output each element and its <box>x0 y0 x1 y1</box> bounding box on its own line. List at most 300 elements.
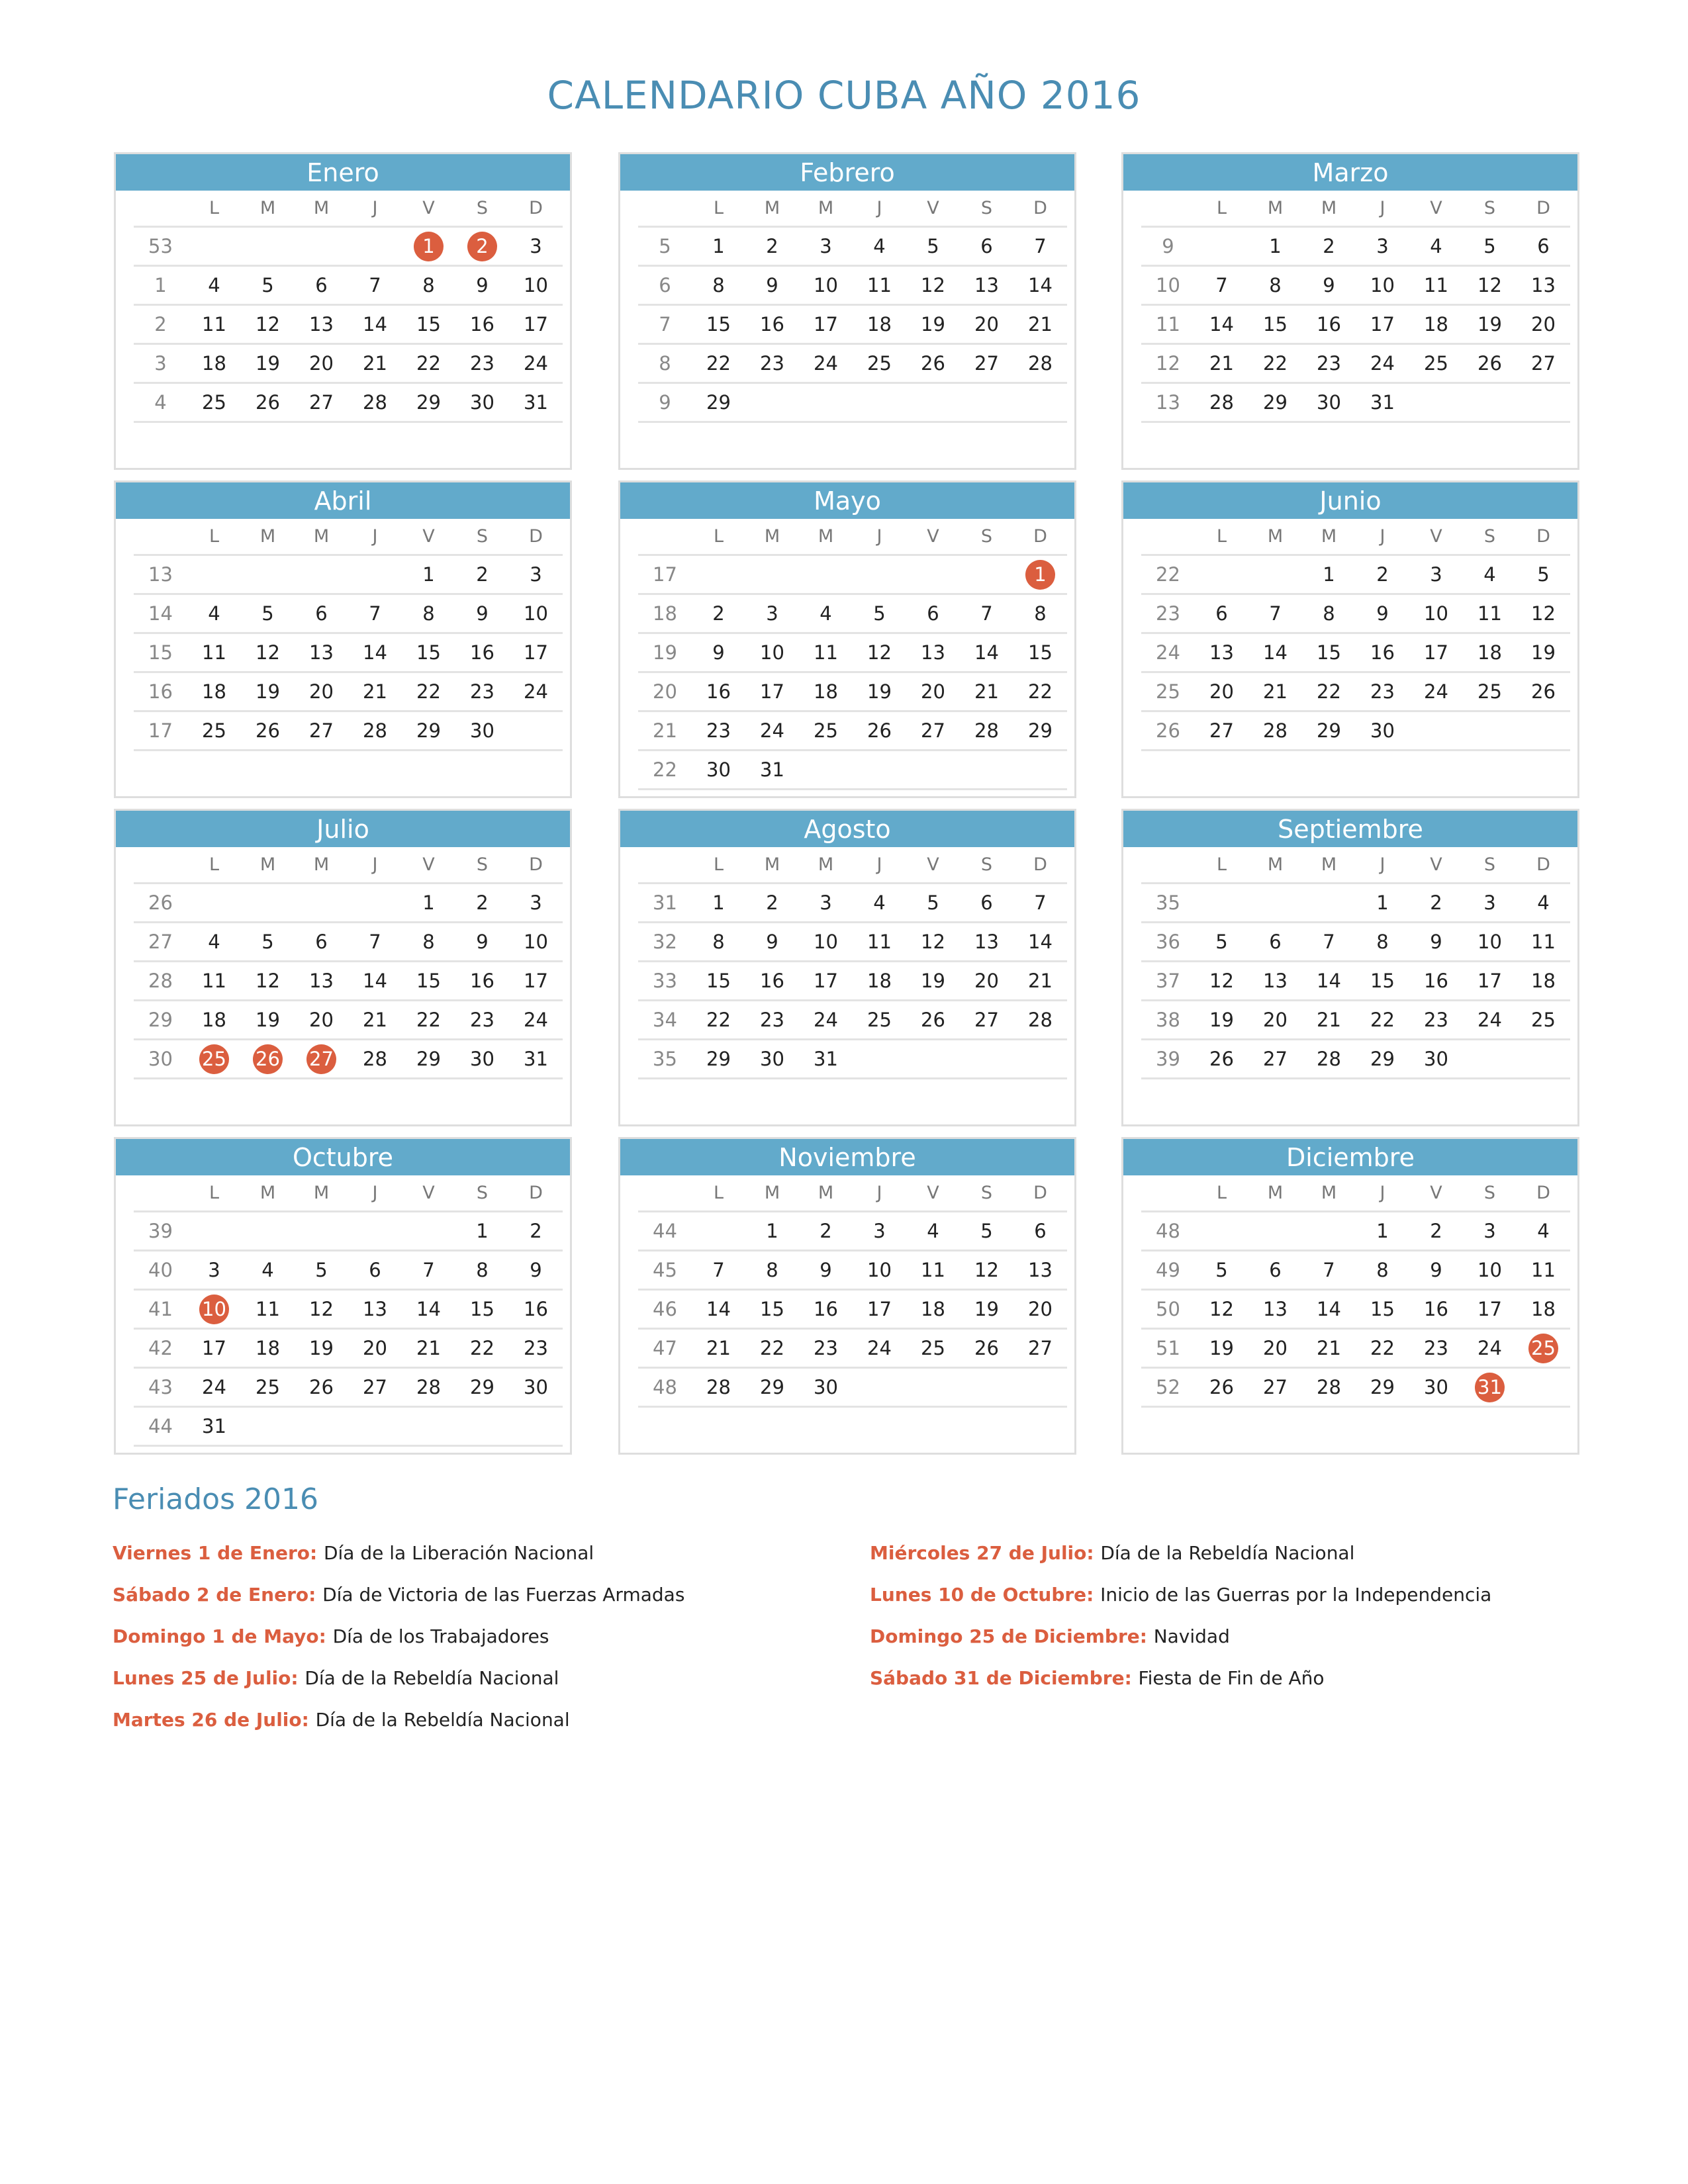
weekday-label: J <box>876 854 882 875</box>
day-cell: 14 <box>363 641 387 664</box>
day-cell <box>295 1044 348 1074</box>
weekday-label: S <box>476 854 489 875</box>
weekday-label: M <box>259 854 276 875</box>
day-cell: 8 <box>1376 1259 1389 1281</box>
weekday-header-row <box>134 847 563 884</box>
week-number: 26 <box>148 891 173 914</box>
day-cell: 7 <box>369 602 381 625</box>
day-cell: 21 <box>363 680 387 703</box>
day-cell: 3 <box>530 563 542 586</box>
day-cell: 18 <box>202 1009 226 1031</box>
day-cell: 18 <box>814 680 838 703</box>
weekday-label: M <box>818 1183 834 1203</box>
weekday-label: S <box>476 198 489 218</box>
day-cell: 9 <box>766 931 778 953</box>
week-number: 14 <box>148 602 173 625</box>
day-cell: 11 <box>867 274 892 296</box>
day-cell: 2 <box>766 891 778 914</box>
feriado-date: Martes 26 de Julio: <box>113 1709 316 1731</box>
day-cell: 10 <box>814 274 838 296</box>
week-row <box>1141 962 1570 1001</box>
weekday-label: D <box>529 1183 543 1203</box>
day-cell: 27 <box>1209 719 1234 742</box>
weekday-label: M <box>764 526 780 547</box>
day-cell: 27 <box>974 352 999 375</box>
day-cell: 15 <box>706 313 731 336</box>
month-name: Enero <box>116 154 570 191</box>
month-mayo <box>618 480 1076 798</box>
day-cell: 14 <box>363 313 387 336</box>
week-row <box>134 962 563 1001</box>
day-cell: 27 <box>921 719 945 742</box>
week-row <box>638 1251 1067 1291</box>
day-cell: 24 <box>524 1009 548 1031</box>
feriado-name: Inicio de las Guerras por la Independencia <box>1100 1584 1492 1606</box>
weekday-label: M <box>764 854 780 875</box>
day-cell: 13 <box>309 641 334 664</box>
day-cell: 17 <box>1424 641 1448 664</box>
month-days-grid <box>1141 519 1570 751</box>
day-cell: 23 <box>1317 352 1341 375</box>
day-cell: 29 <box>416 1048 441 1070</box>
day-cell: 15 <box>1263 313 1288 336</box>
week-row <box>638 962 1067 1001</box>
day-cell: 19 <box>256 680 280 703</box>
weekday-label: L <box>713 1183 724 1203</box>
day-cell: 9 <box>1323 274 1335 296</box>
day-cell: 5 <box>261 602 274 625</box>
feriado-name: Día de los Trabajadores <box>332 1625 549 1647</box>
weekday-label: S <box>1483 1183 1496 1203</box>
month-name: Agosto <box>620 811 1074 847</box>
week-number: 6 <box>659 274 671 296</box>
week-number: 18 <box>653 602 677 625</box>
month-days-grid <box>134 847 563 1079</box>
feriado-item <box>113 1709 684 1751</box>
day-cell: 1 <box>712 891 725 914</box>
week-row <box>1141 1251 1570 1291</box>
weekday-label: M <box>259 1183 276 1203</box>
week-row <box>134 1369 563 1408</box>
day-cell: 6 <box>1034 1220 1047 1242</box>
feriado-date: Lunes 25 de Julio: <box>113 1667 305 1689</box>
week-number: 13 <box>148 563 173 586</box>
day-cell: 15 <box>1028 641 1053 664</box>
weekday-label: D <box>1033 1183 1047 1203</box>
week-row <box>134 1291 563 1330</box>
week-number: 21 <box>653 719 677 742</box>
week-row <box>1141 556 1570 595</box>
weekday-label: M <box>313 1183 330 1203</box>
day-cell: 23 <box>760 352 784 375</box>
day-cell: 1 <box>1323 563 1335 586</box>
week-row <box>638 556 1067 595</box>
day-cell: 23 <box>814 1337 838 1359</box>
weekday-label: M <box>764 198 780 218</box>
weekday-label: L <box>713 526 724 547</box>
day-cell: 2 <box>820 1220 832 1242</box>
day-cell: 25 <box>1424 352 1448 375</box>
day-cell: 20 <box>309 1009 334 1031</box>
day-cell: 12 <box>1209 1298 1234 1320</box>
week-row <box>134 267 563 306</box>
day-cell: 17 <box>1477 970 1502 992</box>
day-cell: 6 <box>1215 602 1228 625</box>
day-cell: 19 <box>309 1337 334 1359</box>
day-cell: 14 <box>706 1298 731 1320</box>
day-cell: 22 <box>416 680 441 703</box>
week-row <box>1141 306 1570 345</box>
day-cell: 21 <box>1317 1009 1341 1031</box>
week-number: 10 <box>1156 274 1180 296</box>
day-cell: 11 <box>1531 1259 1556 1281</box>
week-row <box>638 634 1067 673</box>
day-cell: 7 <box>980 602 993 625</box>
day-cell: 1 <box>712 235 725 257</box>
day-cell: 19 <box>921 313 945 336</box>
day-cell: 24 <box>1477 1337 1502 1359</box>
day-cell: 16 <box>760 970 784 992</box>
weekday-label: M <box>1267 854 1284 875</box>
day-cell: 1 <box>1376 891 1389 914</box>
page-title: CALENDARIO CUBA AÑO 2016 <box>547 73 1141 118</box>
week-row <box>134 228 563 267</box>
week-number: 28 <box>148 970 173 992</box>
week-number: 40 <box>148 1259 173 1281</box>
day-cell: 21 <box>1317 1337 1341 1359</box>
day-cell: 24 <box>1477 1009 1502 1031</box>
week-number: 12 <box>1156 352 1180 375</box>
day-cell: 29 <box>1370 1376 1395 1398</box>
day-cell: 17 <box>524 970 548 992</box>
day-cell: 18 <box>256 1337 280 1359</box>
day-cell: 15 <box>760 1298 784 1320</box>
month-name: Septiembre <box>1123 811 1577 847</box>
week-number: 1 <box>154 274 167 296</box>
day-cell: 5 <box>927 235 939 257</box>
weekday-header-row <box>638 519 1067 556</box>
weekday-label: S <box>1483 854 1496 875</box>
day-cell: 9 <box>530 1259 542 1281</box>
day-cell: 13 <box>974 274 999 296</box>
day-cell: 17 <box>814 970 838 992</box>
week-row <box>1141 884 1570 923</box>
day-cell: 4 <box>1430 235 1442 257</box>
week-row <box>638 267 1067 306</box>
day-cell: 1 <box>422 891 435 914</box>
day-cell: 23 <box>470 352 494 375</box>
day-cell: 3 <box>1483 891 1496 914</box>
day-cell: 8 <box>422 931 435 953</box>
week-number: 41 <box>148 1298 173 1320</box>
day-cell: 20 <box>309 680 334 703</box>
week-number: 36 <box>1156 931 1180 953</box>
day-cell: 12 <box>867 641 892 664</box>
day-cell: 8 <box>422 274 435 296</box>
week-row <box>134 1408 563 1447</box>
week-number: 47 <box>653 1337 677 1359</box>
day-cell: 25 <box>202 719 226 742</box>
day-cell: 27 <box>363 1376 387 1398</box>
day-cell: 12 <box>1477 274 1502 296</box>
day-cell: 8 <box>712 274 725 296</box>
week-number: 17 <box>148 719 173 742</box>
day-cell: 20 <box>309 352 334 375</box>
day-cell: 10 <box>1477 1259 1502 1281</box>
day-cell: 15 <box>1317 641 1341 664</box>
day-cell: 14 <box>1028 931 1053 953</box>
day-cell: 20 <box>974 313 999 336</box>
week-number: 31 <box>653 891 677 914</box>
week-row <box>134 1212 563 1251</box>
day-cell: 29 <box>1317 719 1341 742</box>
day-cell: 29 <box>706 1048 731 1070</box>
day-cell: 25 <box>202 391 226 414</box>
day-cell: 25 <box>814 719 838 742</box>
day-cell: 24 <box>814 352 838 375</box>
week-number: 45 <box>653 1259 677 1281</box>
weekday-label: D <box>1033 198 1047 218</box>
day-cell: 10 <box>867 1259 892 1281</box>
feriado-name: Navidad <box>1153 1625 1230 1647</box>
day-cell: 4 <box>820 602 832 625</box>
day-cell: 19 <box>921 970 945 992</box>
day-cell <box>187 1044 241 1074</box>
day-cell: 30 <box>470 391 494 414</box>
week-row <box>134 1001 563 1040</box>
day-cell: 5 <box>873 602 886 625</box>
weekday-label: M <box>818 854 834 875</box>
day-cell: 11 <box>202 313 226 336</box>
week-number: 39 <box>148 1220 173 1242</box>
week-number: 27 <box>148 931 173 953</box>
day-cell: 6 <box>369 1259 381 1281</box>
day-cell: 14 <box>1317 970 1341 992</box>
week-number: 46 <box>653 1298 677 1320</box>
day-cell: 3 <box>530 891 542 914</box>
day-cell: 24 <box>524 352 548 375</box>
weekday-label: V <box>1430 854 1442 875</box>
day-cell: 8 <box>712 931 725 953</box>
feriado-item <box>870 1584 1491 1625</box>
day-cell: 30 <box>470 1048 494 1070</box>
day-cell: 29 <box>416 719 441 742</box>
day-cell: 19 <box>256 1009 280 1031</box>
day-cell: 11 <box>814 641 838 664</box>
weekday-label: S <box>476 1183 489 1203</box>
day-cell: 27 <box>974 1009 999 1031</box>
day-cell: 26 <box>1477 352 1502 375</box>
weekday-label: V <box>1430 198 1442 218</box>
weekday-label: M <box>1267 526 1284 547</box>
feriado-date: Sábado 31 de Diciembre: <box>870 1667 1139 1689</box>
week-number: 17 <box>653 563 677 586</box>
day-cell: 7 <box>1215 274 1228 296</box>
feriado-item <box>113 1625 684 1667</box>
week-row <box>638 345 1067 384</box>
week-number: 24 <box>1156 641 1180 664</box>
weekday-label: M <box>1321 1183 1337 1203</box>
week-row <box>638 751 1067 790</box>
week-row <box>638 884 1067 923</box>
holiday-marker: 27 <box>306 1044 336 1074</box>
day-cell: 11 <box>256 1298 280 1320</box>
weekday-label: M <box>764 1183 780 1203</box>
day-cell: 8 <box>1269 274 1282 296</box>
day-cell: 16 <box>1424 970 1448 992</box>
day-cell: 13 <box>309 970 334 992</box>
day-cell: 30 <box>470 719 494 742</box>
day-cell: 26 <box>256 391 280 414</box>
month-days-grid <box>1141 1175 1570 1408</box>
day-cell: 21 <box>974 680 999 703</box>
weekday-label: J <box>876 198 882 218</box>
month-days-grid <box>638 847 1067 1079</box>
week-row <box>638 1040 1067 1079</box>
week-number: 22 <box>1156 563 1180 586</box>
weekday-label: L <box>209 1183 220 1203</box>
weekday-header-row <box>1141 519 1570 556</box>
weekday-label: S <box>980 526 993 547</box>
day-cell: 5 <box>980 1220 993 1242</box>
day-cell: 6 <box>315 931 328 953</box>
feriado-name: Día de la Rebeldía Nacional <box>315 1709 570 1731</box>
month-agosto <box>618 809 1076 1126</box>
day-cell: 19 <box>1477 313 1502 336</box>
day-cell: 2 <box>766 235 778 257</box>
day-cell: 29 <box>1370 1048 1395 1070</box>
day-cell: 30 <box>1424 1376 1448 1398</box>
day-cell: 5 <box>927 891 939 914</box>
weekday-label: V <box>1430 1183 1442 1203</box>
week-number: 9 <box>659 391 671 414</box>
day-cell: 25 <box>1477 680 1502 703</box>
week-number: 5 <box>659 235 671 257</box>
feriado-name: Fiesta de Fin de Año <box>1138 1667 1325 1689</box>
holiday-marker: 26 <box>253 1044 283 1074</box>
weekday-header-row <box>134 519 563 556</box>
week-row <box>1141 1001 1570 1040</box>
month-name: Mayo <box>620 482 1074 519</box>
weekday-label: J <box>1380 198 1385 218</box>
month-noviembre <box>618 1137 1076 1455</box>
week-row <box>1141 1291 1570 1330</box>
day-cell: 29 <box>416 391 441 414</box>
day-cell: 4 <box>208 602 220 625</box>
day-cell: 21 <box>363 1009 387 1031</box>
week-row <box>1141 1369 1570 1408</box>
week-row <box>638 384 1067 423</box>
day-cell: 2 <box>476 563 489 586</box>
day-cell <box>187 1295 241 1324</box>
day-cell: 16 <box>706 680 731 703</box>
day-cell: 31 <box>760 758 784 781</box>
weekday-label: M <box>1267 1183 1284 1203</box>
month-name: Abril <box>116 482 570 519</box>
day-cell: 25 <box>1531 1009 1556 1031</box>
day-cell: 13 <box>1531 274 1556 296</box>
day-cell: 5 <box>1537 563 1550 586</box>
weekday-label: V <box>927 526 939 547</box>
weekday-label: L <box>713 854 724 875</box>
day-cell: 8 <box>1376 931 1389 953</box>
week-number: 7 <box>659 313 671 336</box>
day-cell: 28 <box>363 391 387 414</box>
day-cell: 24 <box>814 1009 838 1031</box>
holiday-marker: 25 <box>1528 1334 1558 1363</box>
weekday-label: S <box>476 526 489 547</box>
day-cell: 26 <box>309 1376 334 1398</box>
holiday-marker: 25 <box>199 1044 229 1074</box>
day-cell: 15 <box>416 970 441 992</box>
day-cell: 17 <box>814 313 838 336</box>
day-cell: 11 <box>202 641 226 664</box>
week-row <box>134 1040 563 1079</box>
day-cell: 28 <box>1209 391 1234 414</box>
month-days-grid <box>134 191 563 423</box>
weekday-label: J <box>372 526 378 547</box>
weekday-label: M <box>313 198 330 218</box>
day-cell: 22 <box>470 1337 494 1359</box>
day-cell: 16 <box>1317 313 1341 336</box>
week-row <box>1141 712 1570 751</box>
day-cell: 17 <box>760 680 784 703</box>
day-cell: 20 <box>1263 1009 1288 1031</box>
day-cell: 28 <box>1317 1376 1341 1398</box>
day-cell: 4 <box>927 1220 939 1242</box>
day-cell: 9 <box>1430 931 1442 953</box>
day-cell: 3 <box>820 235 832 257</box>
week-row <box>638 1212 1067 1251</box>
week-row <box>638 228 1067 267</box>
day-cell: 30 <box>1370 719 1395 742</box>
feriados-list-right <box>870 1542 1491 1709</box>
day-cell: 12 <box>309 1298 334 1320</box>
week-row <box>134 923 563 962</box>
day-cell: 11 <box>867 931 892 953</box>
day-cell: 30 <box>706 758 731 781</box>
day-cell: 21 <box>416 1337 441 1359</box>
day-cell: 19 <box>974 1298 999 1320</box>
week-row <box>638 673 1067 712</box>
day-cell: 5 <box>1215 931 1228 953</box>
day-cell: 16 <box>470 641 494 664</box>
weekday-label: J <box>1380 526 1385 547</box>
week-number: 4 <box>154 391 167 414</box>
day-cell: 27 <box>309 719 334 742</box>
day-cell: 6 <box>1269 1259 1282 1281</box>
feriado-date: Lunes 10 de Octubre: <box>870 1584 1101 1606</box>
day-cell: 10 <box>524 274 548 296</box>
day-cell: 9 <box>1430 1259 1442 1281</box>
week-row <box>134 384 563 423</box>
week-number: 53 <box>148 235 173 257</box>
month-abril <box>114 480 572 798</box>
day-cell: 3 <box>873 1220 886 1242</box>
week-number: 44 <box>148 1415 173 1437</box>
day-cell: 17 <box>524 641 548 664</box>
holiday-marker: 31 <box>1475 1373 1505 1402</box>
day-cell: 5 <box>261 274 274 296</box>
day-cell: 24 <box>760 719 784 742</box>
day-cell: 14 <box>1317 1298 1341 1320</box>
day-cell: 22 <box>760 1337 784 1359</box>
day-cell: 16 <box>760 313 784 336</box>
day-cell: 8 <box>1034 602 1047 625</box>
day-cell: 22 <box>1263 352 1288 375</box>
week-row <box>134 1330 563 1369</box>
day-cell: 3 <box>1376 235 1389 257</box>
